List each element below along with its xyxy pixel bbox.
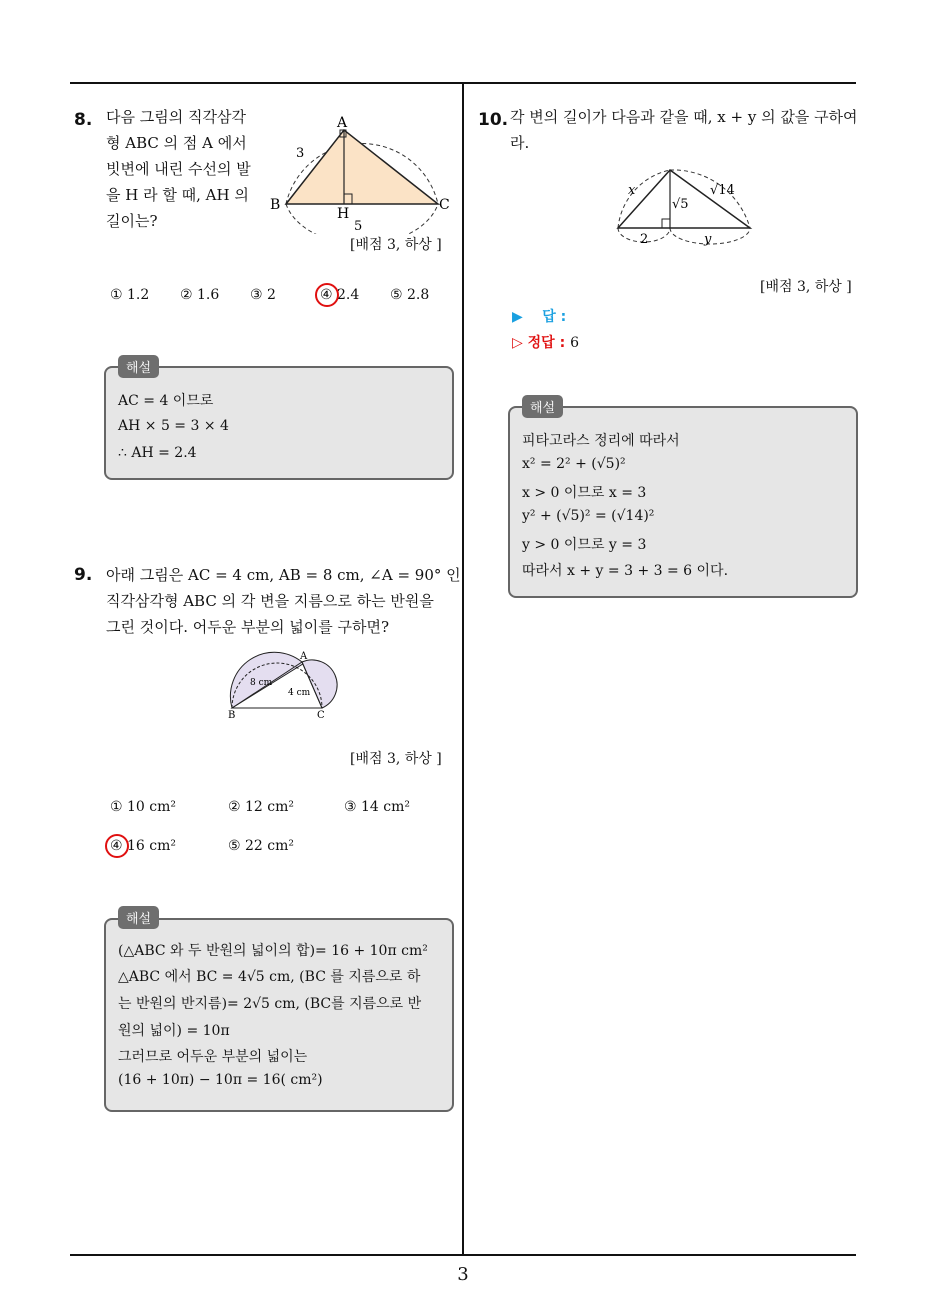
q8-explanation-box [104, 366, 454, 480]
page-number: 3 [457, 1264, 469, 1285]
q10-text [510, 104, 858, 156]
q9-line: 직각삼각형 ABC 의 각 변을 지름으로 하는 반원을 [106, 592, 434, 610]
q9-exp-line: 는 반원의 반지름)= 2√5 cm, (BC를 지름으로 반 [118, 996, 422, 1012]
q9-explanation-tag: 해설 [118, 906, 159, 929]
play-icon: ▶ [512, 309, 523, 325]
q10-exp-line: x > 0 이므로 x = 3 [522, 485, 647, 501]
q10-line: 각 변의 길이가 다음과 같을 때, x + y 의 값을 구하여 [510, 108, 858, 126]
q9-line: 그린 것이다. 어두운 부분의 넓이를 구하면? [106, 618, 389, 636]
label-c: C [439, 197, 450, 213]
q8-choice-4[interactable]: ④ 2.4 [320, 287, 360, 303]
label-8cm: 8 cm [250, 678, 273, 688]
q9-exp-line: △ABC 에서 BC = 4√5 cm, (BC 를 지름으로 하 [118, 969, 421, 985]
triangle-abc [286, 130, 438, 204]
q10-number: 10. [478, 110, 509, 130]
q10-triangle-figure [612, 162, 758, 248]
label-a: A [337, 115, 348, 131]
q10-score: [배점 3, 하상 ] [760, 279, 852, 295]
q8-text [106, 104, 251, 234]
q10-correct-value: 6 [570, 335, 579, 351]
q9-choice-1[interactable]: ① 10 cm² [110, 799, 176, 815]
outline-play-icon: ▷ [512, 335, 523, 351]
q10-exp-line: y > 0 이므로 y = 3 [522, 537, 647, 553]
q9-text [106, 562, 461, 640]
q9-choice-2[interactable]: ② 12 cm² [228, 799, 294, 815]
q8-choice-2[interactable]: ② 1.6 [180, 287, 220, 303]
label-side-bc: 5 [354, 219, 363, 234]
q8-number: 8. [74, 110, 93, 130]
q9-number: 9. [74, 565, 93, 585]
q10-line: 라. [510, 134, 530, 152]
label-root14: √14 [710, 183, 735, 198]
q8-exp-line: AH × 5 = 3 × 4 [118, 418, 229, 434]
q9-choice-3[interactable]: ③ 14 cm² [344, 799, 410, 815]
q10-exp-line: x² = 2² + (√5)² [522, 456, 626, 472]
q8-answer-circle [315, 283, 339, 307]
q10-answer-row [512, 306, 566, 326]
q9-choice-4[interactable]: ④ 16 cm² [110, 838, 176, 854]
label-y: y [704, 232, 712, 247]
q8-choice-3[interactable]: ③ 2 [250, 287, 276, 303]
q8-line: 길이는? [106, 212, 158, 230]
q9-line: 아래 그림은 AC = 4 cm, AB = 8 cm, ∠A = 90° 인 [106, 566, 461, 584]
q10-correct-label: 정답 : [527, 335, 566, 351]
semicircle-ac [302, 660, 337, 708]
label-root5: √5 [672, 197, 689, 212]
column-divider [462, 84, 464, 1256]
q8-line: 을 H 라 할 때, AH 의 [106, 186, 249, 204]
label-2: 2 [640, 232, 649, 247]
label-b-9: B [228, 710, 236, 720]
q8-line: 형 ABC 의 점 A 에서 [106, 134, 247, 152]
q9-score: [배점 3, 하상 ] [350, 751, 442, 767]
q9-exp-line: 그러므로 어두운 부분의 넓이는 [118, 1049, 308, 1065]
q10-exp-line: y² + (√5)² = (√14)² [522, 508, 655, 524]
q9-answer-circle [105, 834, 129, 858]
label-4cm: 4 cm [288, 688, 311, 698]
q9-explanation-box [104, 918, 454, 1112]
q9-exp-line: (16 + 10π) − 10π = 16( cm²) [118, 1072, 323, 1088]
q10-correct-row [512, 332, 579, 352]
q10-exp-line: 피타고라스 정리에 따라서 [522, 433, 680, 449]
q8-triangle-figure [266, 112, 456, 234]
q10-explanation-box [508, 406, 858, 598]
q8-exp-line: AC = 4 이므로 [118, 393, 214, 409]
label-a-9: A [300, 651, 308, 662]
label-h: H [337, 206, 350, 222]
q9-choice-5[interactable]: ⑤ 22 cm² [228, 838, 294, 854]
label-c-9: C [317, 710, 325, 720]
q8-score: [배점 3, 하상 ] [350, 237, 442, 253]
q8-line: 빗변에 내린 수선의 발 [106, 160, 251, 178]
q10-explanation-tag: 해설 [522, 395, 563, 418]
q9-semicircles-figure [222, 648, 350, 720]
label-x: x [628, 183, 636, 198]
label-b: B [270, 197, 281, 213]
q9-exp-line: 원의 넓이) = 10π [118, 1023, 230, 1039]
label-side-ab: 3 [296, 146, 305, 161]
q10-exp-line: 따라서 x + y = 3 + 3 = 6 이다. [522, 563, 729, 579]
q8-choice-5[interactable]: ⑤ 2.8 [390, 287, 430, 303]
right-angle-mark-10 [662, 219, 670, 228]
q8-exp-line: ∴ AH = 2.4 [118, 445, 197, 461]
q8-line: 다음 그림의 직각삼각 [106, 108, 246, 126]
q8-explanation-tag: 해설 [118, 355, 159, 378]
q10-answer-label: 답 : [542, 309, 567, 325]
bottom-rule [70, 1254, 856, 1256]
q8-choice-1[interactable]: ① 1.2 [110, 287, 150, 303]
q9-exp-line: (△ABC 와 두 반원의 넓이의 합)= 16 + 10π cm² [118, 943, 428, 959]
